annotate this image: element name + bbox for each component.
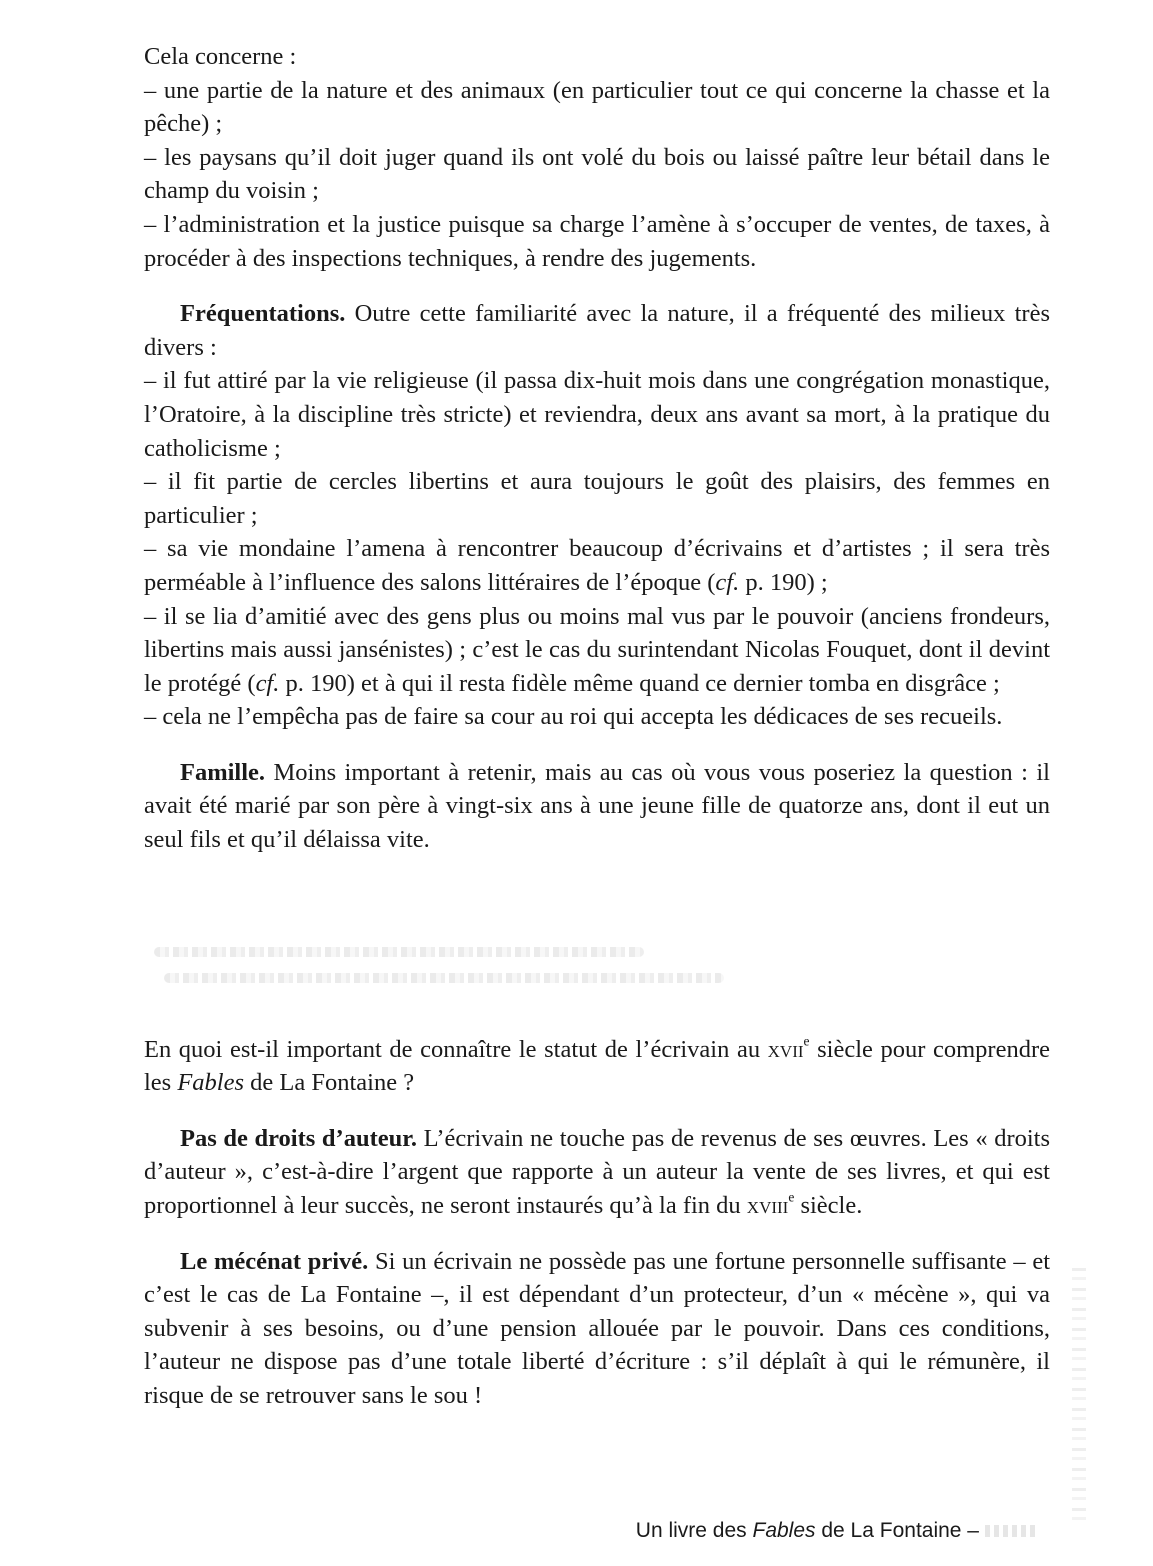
page-footer: [636, 1519, 1035, 1543]
question-text: En quoi est-il important de connaître le statut de l’écrivain au: [144, 1035, 768, 1063]
list-item: – les paysans qu’il doit juger quand ils ont volé du bois ou laissé paître leur bétail dans le champ du voisin ;: [144, 143, 1050, 205]
list-item: [144, 600, 1050, 701]
mecenat-paragraph: [144, 1245, 1050, 1413]
list-item: – une partie de la nature et des animaux (en particulier tout ce qui concerne la chasse et la pêche) ;: [144, 76, 1050, 138]
mecenat-title: Le mécénat privé.: [180, 1247, 369, 1275]
droits-paragraph: [144, 1122, 1050, 1223]
salons-page: p. 190) ;: [739, 568, 828, 596]
scan-edge-artifact: [1072, 1268, 1086, 1526]
frequentations-paragraph: [144, 297, 1050, 364]
famille-text: Moins important à retenir, mais au cas où vous vous poseriez la question : il avait été marié par son père à vingt-six ans à une jeune fille de quatorze ans, dont il eut un seul fils et qu’il délaissa vite.: [144, 758, 1050, 854]
section-mecenat: [144, 1245, 1050, 1413]
section-famille: [144, 756, 1050, 857]
fouquet-text: – il se lia d’amitié avec des gens plus ou moins mal vus par le pouvoir (anciens frondeurs, libertins mais aussi jansénistes) ; c’est le cas du surintendant Nicolas Fouquet, dont il devint le protégé (: [144, 602, 1050, 697]
fouquet-page: p. 190) et à qui il resta fidèle même quand ce dernier tomba en disgrâce ;: [279, 669, 1000, 697]
century-suffix: e: [788, 1189, 795, 1205]
frequentations-text: Outre cette familiarité avec la nature, il a fréquenté des milieux très divers :: [144, 300, 1050, 361]
famille-title: Famille.: [180, 758, 266, 786]
mecenat-text: Si un écrivain ne possède pas une fortune personnelle suffisante – et c’est le cas de La Fontaine –, il est dépendant d’un protecteur, d’un « mécène », qui va subvenir à ses besoins, ou d’une pension allouée par le pouvoir. Dans ces conditions, l’auteur ne dispose pas d’une totale liberté d’écriture : s’il déplaît à qui le rémunère, il risque de se retrouver sans le sou !: [144, 1247, 1050, 1409]
century-label: xvii: [767, 1035, 804, 1063]
question-end: de La Fontaine ?: [244, 1069, 415, 1097]
cf-reference: cf.: [715, 568, 740, 596]
fables-title: Fables: [177, 1069, 245, 1097]
list-item: – il fit partie de cercles libertins et aura toujours le goût des plaisirs, des femmes en particulier ;: [144, 468, 1050, 529]
question-middle: siècle pour comprendre les: [144, 1035, 1050, 1097]
intro-list: [144, 74, 1050, 276]
frequentations-list: [144, 364, 1050, 734]
question-paragraph: [144, 1033, 1050, 1100]
faded-heading-artifact: [144, 939, 1050, 1009]
salons-text: – sa vie mondaine l’amena à rencontrer beaucoup d’écrivains et d’artistes ; il sera très perméable à l’influence des salons littéraires de l’époque (: [144, 535, 1050, 596]
droits-title: Pas de droits d’auteur.: [180, 1124, 417, 1152]
section-droits: [144, 1122, 1050, 1223]
footer-book-title: Fables: [752, 1519, 816, 1542]
list-item: [144, 532, 1050, 599]
famille-paragraph: [144, 756, 1050, 857]
century-label: xviii: [746, 1192, 789, 1220]
footer-author: de La Fontaine –: [815, 1519, 979, 1542]
footer-text: Un livre des: [635, 1519, 753, 1542]
page-content: [144, 40, 1050, 1413]
intro-block: [144, 40, 1050, 275]
intro-heading: Cela concerne :: [144, 43, 297, 70]
droits-end: siècle.: [794, 1192, 863, 1220]
frequentations-title: Fréquentations.: [180, 300, 346, 328]
list-item: – cela ne l’empêcha pas de faire sa cour au roi qui accepta les dédicaces de ses recueils.: [144, 703, 1003, 731]
droits-text: L’écrivain ne touche pas de revenus de ses œuvres. Les « droits d’auteur », c’est-à-dire l’argent que rapporte à un auteur la vente de ses livres, et qui est proportionnel à leur succès, ne seront instaurés qu’à la fin du: [144, 1124, 1050, 1220]
cf-reference: cf.: [255, 669, 280, 697]
faded-line: [154, 947, 644, 957]
faded-page-number: [985, 1525, 1035, 1537]
faded-line: [164, 973, 724, 983]
list-item: – il fut attiré par la vie religieuse (il passa dix-huit mois dans une congrégation monastique, l’Oratoire, à la discipline très stricte) et reviendra, deux ans avant sa mort, à la pratique du catholicisme ;: [144, 367, 1050, 462]
section-frequentations: [144, 297, 1050, 734]
century-suffix: e: [803, 1033, 810, 1049]
list-item: – l’administration et la justice puisque sa charge l’amène à s’occuper de ventes, de taxes, à procéder à des inspections techniques, à rendre des jugements.: [144, 210, 1050, 272]
